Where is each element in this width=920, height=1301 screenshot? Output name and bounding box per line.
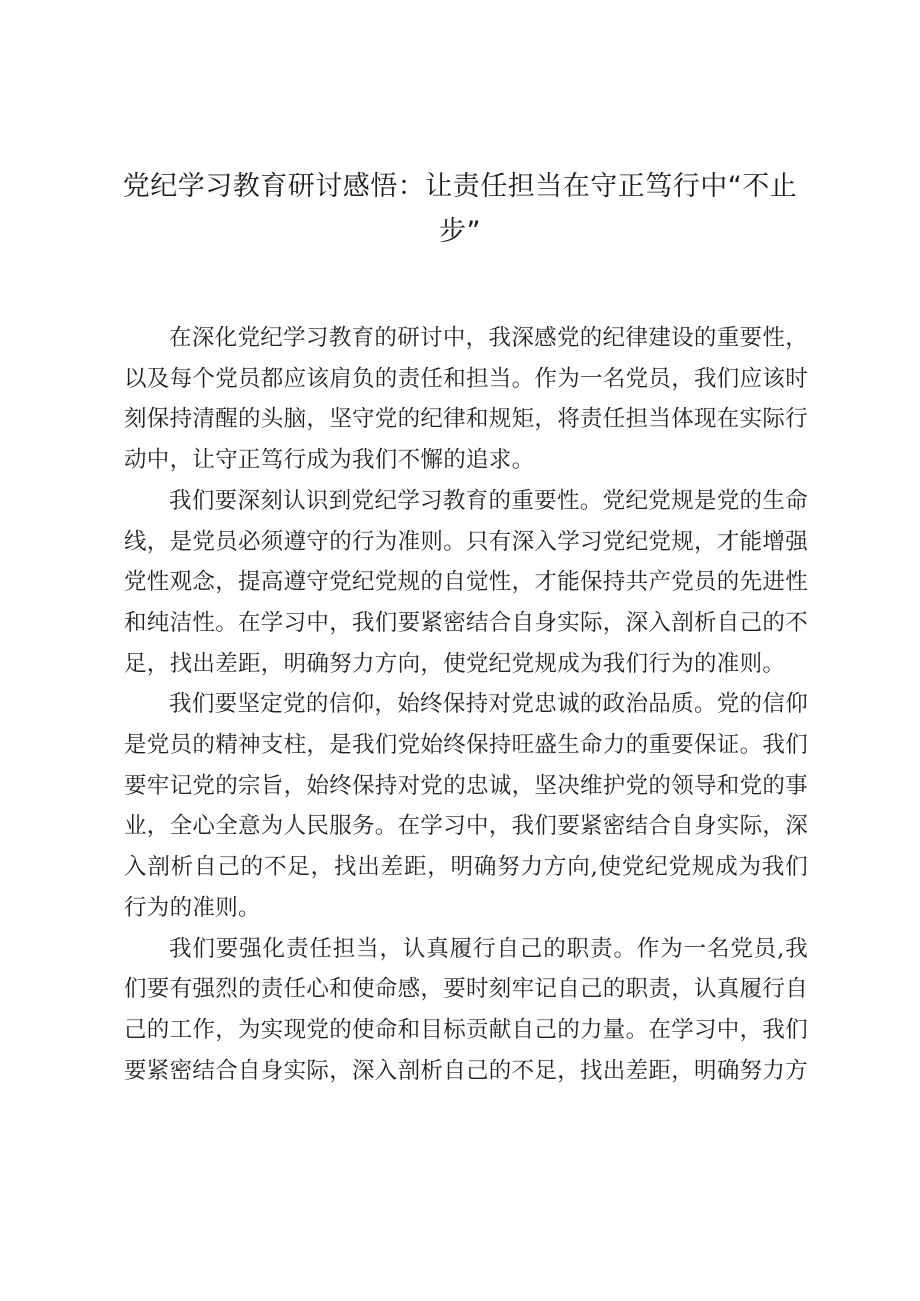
paragraph-2: 我们要深刻认识到党纪学习教育的重要性。党纪党规是党的生命线，是党员必须遵守的行为准则。只有深入学习党纪党规，才能增强党性观念，提高遵守党纪党规的自觉性，才能保持共产党员的先进性和纯洁性。在学习中，我们要紧密结合自身实际，深入剖析自己的不足，找出差距，明确努力方向，使党纪党规成为我们行为的准则。 — [124, 487, 809, 677]
document-body — [124, 318, 808, 1091]
paragraph-3: 我们要坚定党的信仰，始终保持对党忠诚的政治品质。党的信仰是党员的精神支柱，是我们党始终保持旺盛生命力的重要保证。我们要牢记党的宗旨，始终保持对党的忠诚，坚决维护党的领导和党的事业，全心全意为人民服务。在学习中，我们要紧密结合自身实际，深入剖析自己的不足，找出差距，明确努力方向,使党纪党规成为我们行为的准则。 — [124, 691, 809, 921]
document-title: 党纪学习教育研讨感悟：让责任担当在守正笃行中“不止步” — [122, 171, 798, 247]
paragraph-4: 我们要强化责任担当，认真履行自己的职责。作为一名党员,我们要有强烈的责任心和使命感，要时刻牢记自己的职责，认真履行自己的工作，为实现党的使命和目标贡献自己的力量。在学习中，我们要紧密结合自身实际，深入剖析自己的不足，找出差距，明确努力方 — [124, 935, 809, 1084]
paragraph-1: 在深化党纪学习教育的研讨中，我深感党的纪律建设的重要性，以及每个党员都应该肩负的责任和担当。作为一名党员，我们应该时刻保持清醒的头脑，坚守党的纪律和规矩，将责任担当体现在实际行动中，让守正笃行成为我们不懈的追求。 — [124, 325, 809, 474]
